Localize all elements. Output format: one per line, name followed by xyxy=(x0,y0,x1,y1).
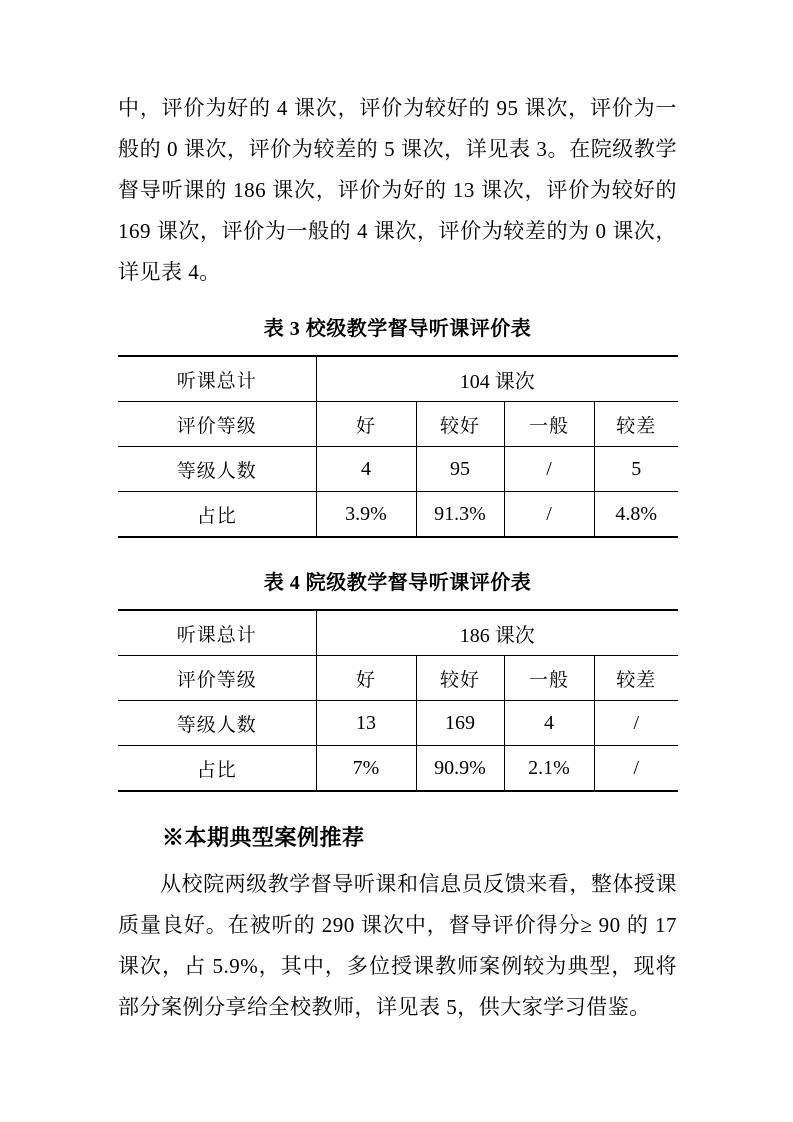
table-3-caption: 表 3 校级教学督导听课评价表 xyxy=(263,318,532,340)
table-cell: 好 xyxy=(316,402,416,447)
table-cell: 169 xyxy=(416,701,504,746)
table-row xyxy=(118,356,678,402)
table-cell: 4.8% xyxy=(594,492,678,538)
table-cell: 听课总计 xyxy=(176,624,257,646)
table-4-caption: 表 4 院级教学督导听课评价表 xyxy=(263,572,532,594)
table-cell: / xyxy=(594,701,678,746)
body-paragraph-2: 从校院两级教学督导听课和信息员反馈来看，整体授课质量良好。在被听的 290 课次中，督导评价得分≥ 90 的 17 课次，占 5.9%，其中，多位授课教师案例较为典型，现将部分案例分享给全校教师，详见表 5，供大家学习借鉴。 xyxy=(118,872,677,1019)
table-cell: 3.9% xyxy=(316,492,416,538)
table-cell: 186 课次 xyxy=(316,610,678,656)
table-cell: 5 xyxy=(594,447,678,492)
table-cell: 2.1% xyxy=(504,746,594,792)
table-row xyxy=(118,610,678,656)
table-cell: 4 xyxy=(316,447,416,492)
table-cell: 好 xyxy=(316,656,416,701)
table-3 xyxy=(118,355,678,538)
table-row xyxy=(118,402,678,447)
table-row xyxy=(118,492,678,538)
table-cell: 占比 xyxy=(118,492,316,538)
table-cell: 评价等级 xyxy=(118,656,316,701)
table-row xyxy=(118,447,678,492)
body-paragraph-1: 中，评价为好的 4 课次，评价为较好的 95 课次，评价为一般的 0 课次，评价为较差的 5 课次，详见表 3。在院级教学督导听课的 186 课次，评价为好的 13 课次，评价为较好的 169 课次，评价为一般的 4 课次，评价为较差的为 0 课次，详见表 4。 xyxy=(118,96,677,284)
table-row xyxy=(118,656,678,701)
section-heading: ※本期典型案例推荐 xyxy=(162,825,365,850)
table-cell: 一般 xyxy=(504,402,594,447)
table-cell: 较差 xyxy=(594,402,678,447)
table-cell: / xyxy=(504,492,594,538)
table-cell: / xyxy=(594,746,678,792)
table-cell: 95 xyxy=(416,447,504,492)
table-cell: 占比 xyxy=(118,746,316,792)
table-cell: 91.3% xyxy=(416,492,504,538)
table-cell: 104 课次 xyxy=(316,356,678,402)
table-cell: 评价等级 xyxy=(118,402,316,447)
table-row xyxy=(118,701,678,746)
table-row xyxy=(118,746,678,792)
page-content xyxy=(118,88,677,1028)
table-cell: 听课总计 xyxy=(176,370,257,392)
table-cell: 一般 xyxy=(504,656,594,701)
table-cell: 7% xyxy=(316,746,416,792)
table-4 xyxy=(118,609,678,792)
table-cell: 较好 xyxy=(416,402,504,447)
table-cell: / xyxy=(504,447,594,492)
table-cell: 4 xyxy=(504,701,594,746)
table-cell: 90.9% xyxy=(416,746,504,792)
table-cell: 13 xyxy=(316,701,416,746)
table-cell: 等级人数 xyxy=(118,701,316,746)
table-cell: 较差 xyxy=(594,656,678,701)
table-cell: 较好 xyxy=(416,656,504,701)
table-cell: 等级人数 xyxy=(118,447,316,492)
